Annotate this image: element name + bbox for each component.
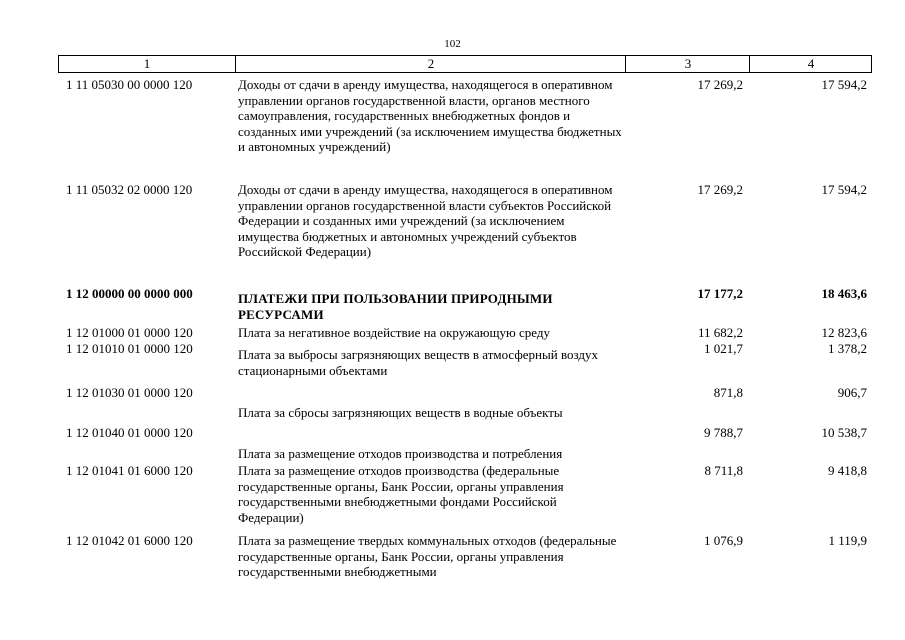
row-name: ПЛАТЕЖИ ПРИ ПОЛЬЗОВАНИИ ПРИРОДНЫМИ РЕСУРСАМИ [238, 291, 553, 322]
header-cell-4: 4 [749, 56, 872, 72]
row-name: Доходы от сдачи в аренду имущества, находящегося в оперативном управлении органов государственной власти субъектов Российской Федерации и созданных ими учреждений (за исключением имущества бюджетных и автономных учреждений субъектов Российской Федерации) [238, 182, 613, 260]
row-value-col3: 8 711,8 [704, 463, 743, 478]
header-cell-2: 2 [235, 56, 626, 72]
row-name: Плата за негативное воздействие на окружающую среду [238, 325, 550, 340]
row-code: 1 12 01040 01 0000 120 [66, 425, 193, 440]
header-cell-3: 3 [625, 56, 750, 72]
row-value-col3: 17 177,2 [697, 286, 743, 301]
row-value-col4: 18 463,6 [821, 286, 867, 301]
row-value-col4: 9 418,8 [828, 463, 867, 478]
row-code: 1 12 01042 01 6000 120 [66, 533, 193, 548]
row-value-col4: 1 119,9 [828, 533, 867, 548]
row-name: Плата за размещение отходов производства и потребления [238, 446, 563, 461]
row-value-col3: 1 076,9 [704, 533, 743, 548]
row-code: 1 12 01000 01 0000 120 [66, 325, 193, 340]
row-value-col3: 9 788,7 [704, 425, 743, 440]
page-number: 102 [444, 38, 461, 50]
header-cell-1: 1 [143, 56, 151, 71]
row-name: Доходы от сдачи в аренду имущества, находящегося в оперативном управлении органов государственной власти, органов местного самоуправления, государственных внебюджетных фондов и созданных ими учреждений (за исключением имущества бюджетных и автономных учреждений) [238, 77, 622, 155]
row-name: Плата за размещение твердых коммунальных отходов (федеральные государственные органы, Банк России, органы управления государственными внебюджетными [238, 533, 617, 580]
row-code: 1 12 00000 00 0000 000 [66, 286, 193, 301]
row-value-col3: 871,8 [713, 385, 743, 400]
row-name: Плата за выбросы загрязняющих веществ в атмосферный воздух стационарными объектами [238, 347, 599, 378]
row-value-col3: 17 269,2 [697, 77, 743, 92]
row-value-col3: 17 269,2 [697, 182, 743, 197]
row-value-col4: 12 823,6 [821, 325, 867, 340]
row-code: 1 11 05032 02 0000 120 [66, 182, 193, 197]
row-value-col4: 10 538,7 [821, 425, 867, 440]
row-code: 1 11 05030 00 0000 120 [66, 77, 193, 92]
row-name: Плата за размещение отходов производства (федеральные государственные органы, Банк России, органы управления государственными внебюджетными фондами Российской Федерации) [238, 463, 564, 525]
row-value-col3: 11 682,2 [697, 325, 743, 340]
row-value-col4: 1 378,2 [828, 341, 867, 356]
row-value-col3: 1 021,7 [704, 341, 743, 356]
row-value-col4: 17 594,2 [821, 182, 867, 197]
row-value-col4: 17 594,2 [821, 77, 867, 92]
row-code: 1 12 01010 01 0000 120 [66, 341, 193, 356]
row-value-col4: 906,7 [837, 385, 867, 400]
row-code: 1 12 01041 01 6000 120 [66, 463, 193, 478]
row-code: 1 12 01030 01 0000 120 [66, 385, 193, 400]
row-name: Плата за сбросы загрязняющих веществ в водные объекты [238, 405, 563, 420]
